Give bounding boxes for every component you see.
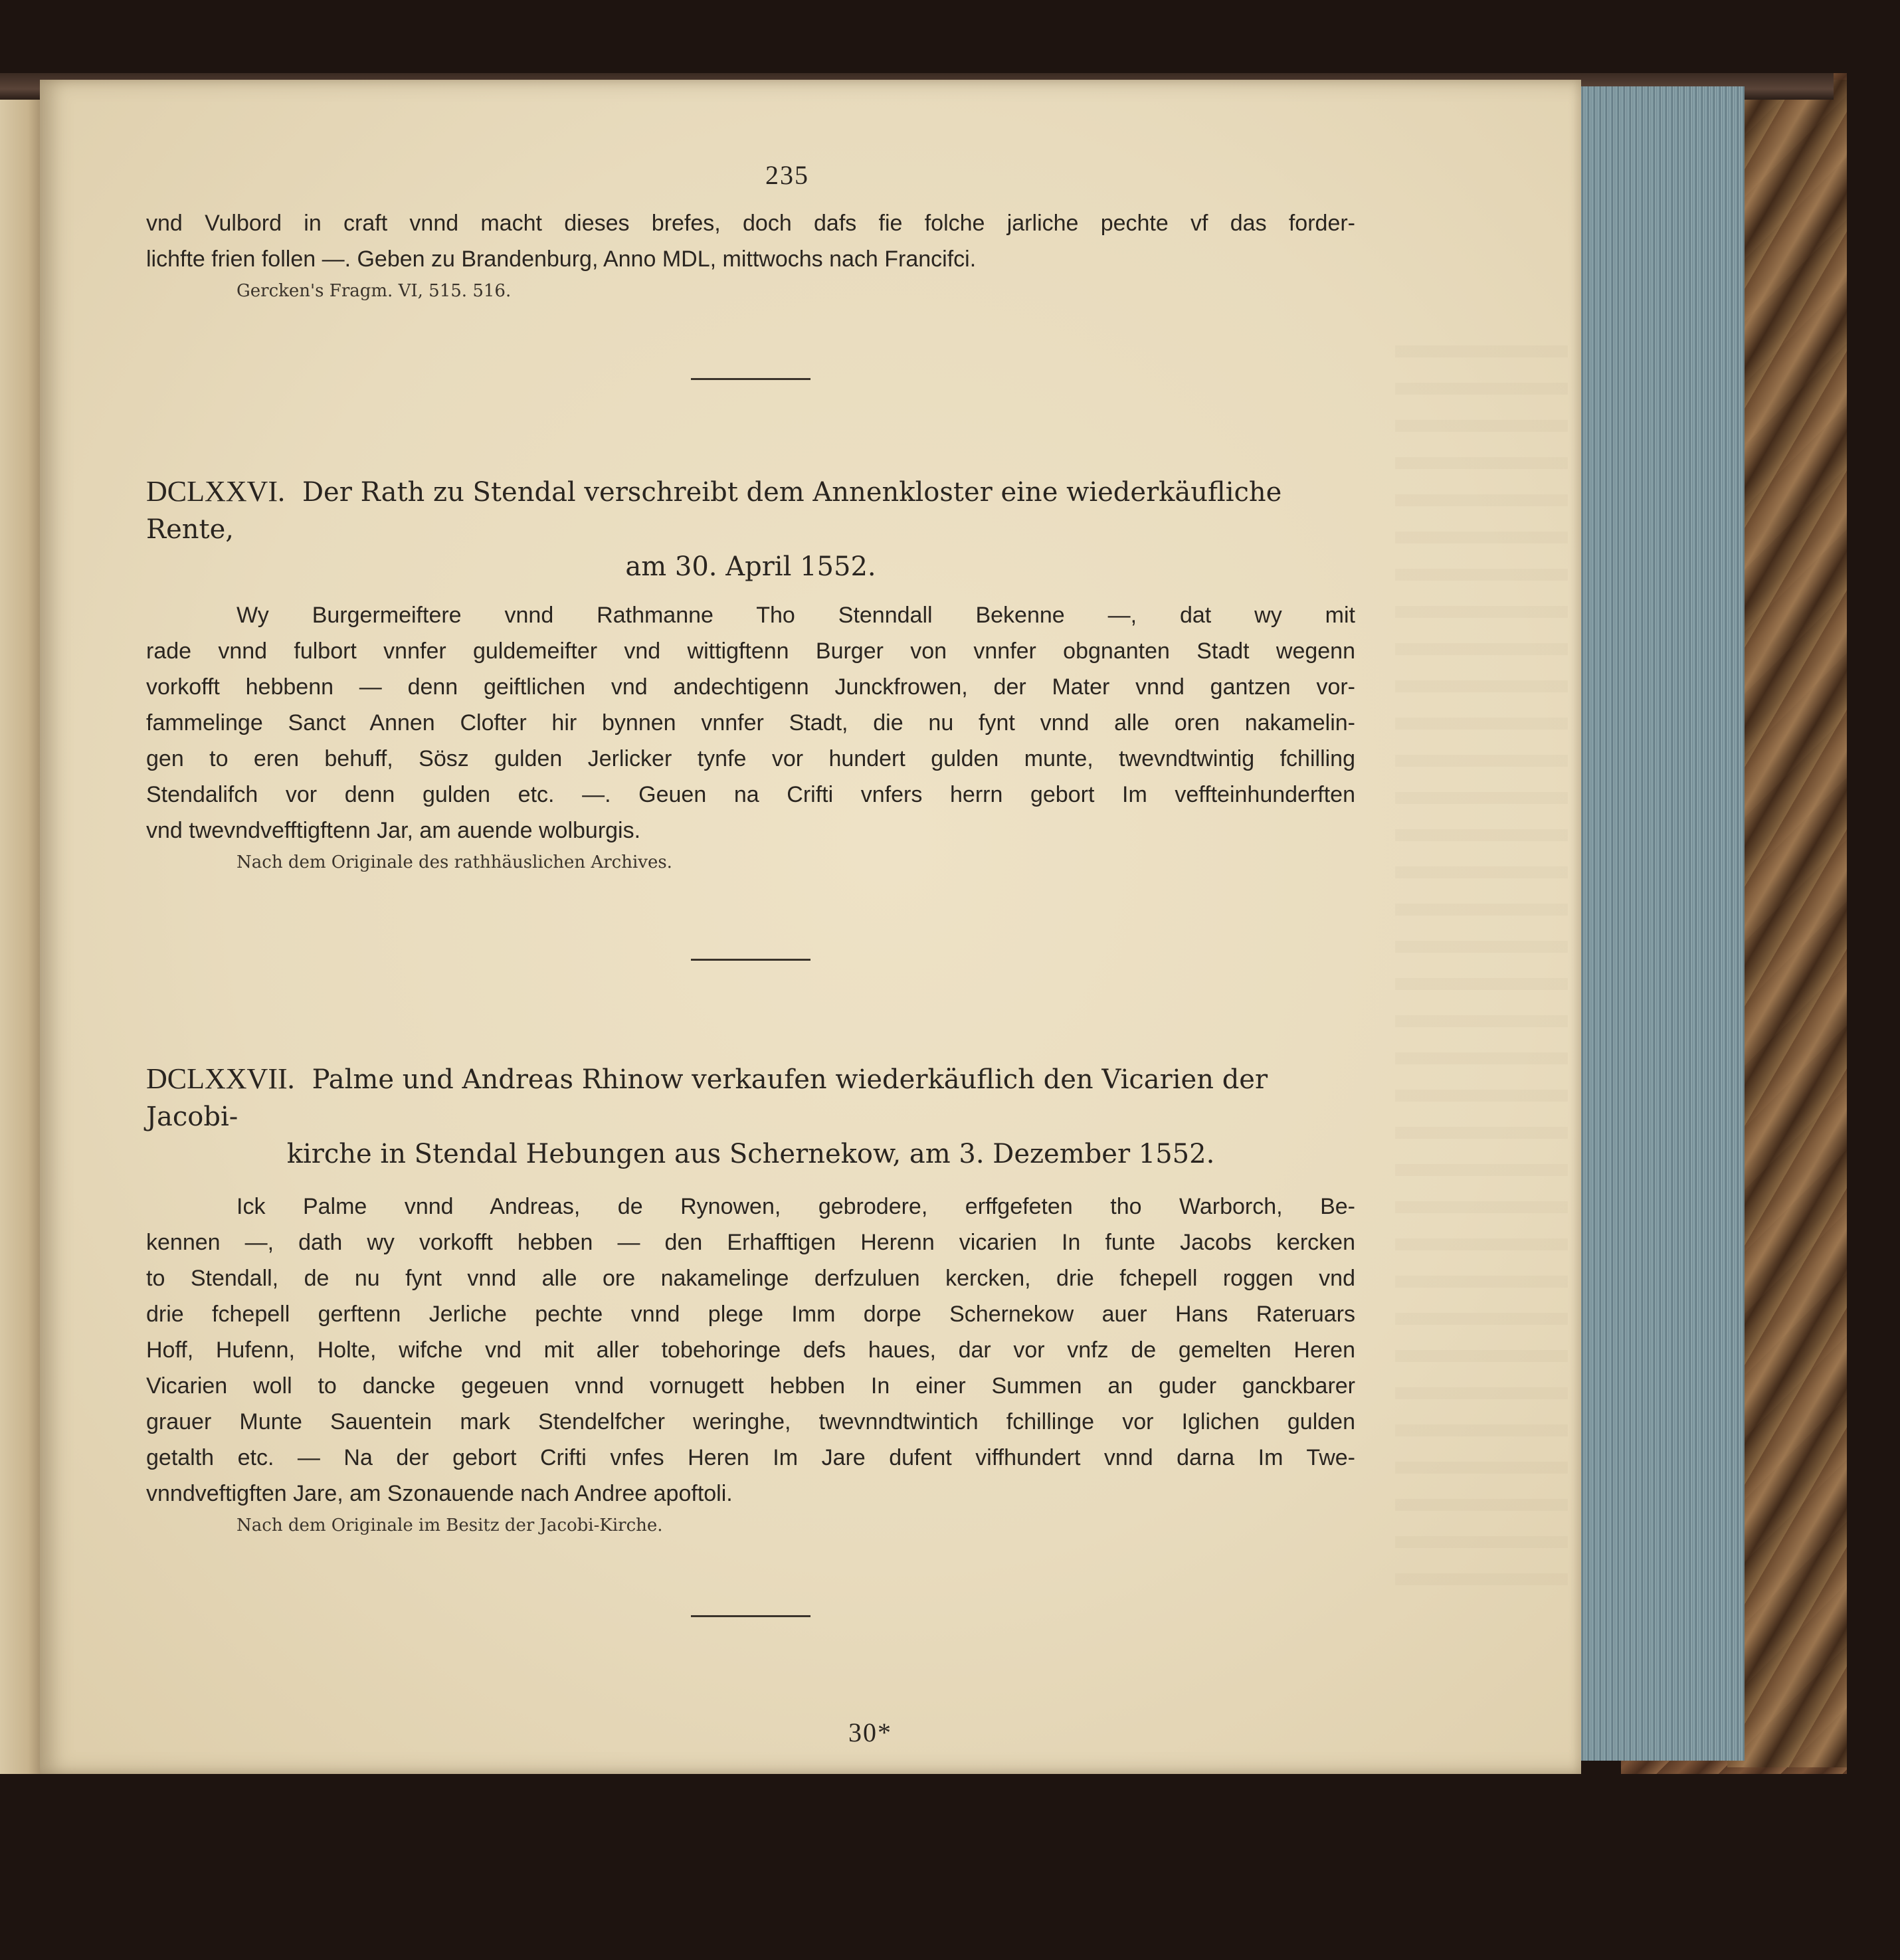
intro-paragraph: [146, 205, 1355, 277]
source-citation: Nach dem Originale des rathhäuslichen Archives.: [237, 852, 672, 872]
text-line: Ick Palme vnnd Andreas, de Rynowen, gebrodere, erffgefeten tho Warborch, Be-: [237, 1194, 1355, 1219]
document-heading: [146, 473, 1355, 585]
text-line: Hoff, Hufenn, Holte, wifche vnd mit aller tobehoringe defs haues, dar vor vnfz de gemelten Heren: [146, 1337, 1355, 1363]
text-line: Vicarien woll to dancke gegeuen vnnd vornugett hebben In einer Summen an guder ganckbarer: [146, 1373, 1355, 1399]
marbled-cover-edge: [1727, 80, 1847, 1767]
text-line: vnndveftigften Jare, am Szonauende nach Andree apoftoli.: [146, 1481, 733, 1506]
document-heading: [146, 1060, 1355, 1173]
text-line: getalth etc. — Na der gebort Crifti vnfes Heren Im Jare dufent viffhundert vnnd darna Im Twe-: [146, 1445, 1355, 1470]
text-line: fammelinge Sanct Annen Clofter hir bynnen vnnfer Stadt, die nu fynt vnnd alle oren nakamelin-: [146, 710, 1355, 735]
signature-mark: 30*: [848, 1717, 892, 1747]
source-citation: Gercken's Fragm. VI, 515. 516.: [237, 281, 512, 301]
source-citation: Nach dem Originale im Besitz der Jacobi-Kirche.: [237, 1516, 663, 1535]
document-date: am 30. April 1552.: [625, 551, 876, 582]
text-line: vnd twevndvefftigftenn Jar, am auende wolburgis.: [146, 818, 641, 843]
document-body: [146, 597, 1355, 848]
page-content: [146, 159, 1355, 1763]
text-line: vorkofft hebbenn — denn geiftlichen vnd andechtigenn Junckfrowen, der Mater vnnd gantzen vor-: [146, 674, 1355, 700]
text-line: to Stendall, de nu fynt vnnd alle ore nakamelinge derfzuluen kercken, drie fchepell roggen vnd: [146, 1266, 1355, 1291]
text-line: lichfte frien follen —. Geben zu Brandenburg, Anno MDL, mittwochs nach Francifci.: [146, 246, 977, 272]
text-line: kennen —, dath wy vorkofft hebben — den Erhafftigen Herenn vicarien In funte Jacobs kercken: [146, 1230, 1355, 1255]
text-line: Wy Burgermeiftere vnnd Rathmanne Tho Stenndall Bekenne —, dat wy mit: [237, 603, 1355, 628]
page-number: 235: [765, 160, 809, 190]
text-line: rade vnnd fulbort vnnfer guldemeifter vnd wittigftenn Burger von vnnfer obgnanten Stadt wegenn: [146, 638, 1355, 664]
text-line: gen to eren behuff, Sösz gulden Jerlicker tynfe vor hundert gulden munte, twevndtwintig fchilling: [146, 746, 1355, 771]
document-numeral: DCLXXVII.: [146, 1062, 295, 1095]
document-body: [146, 1189, 1355, 1512]
text-line: Stendalifch vor denn gulden etc. —. Geuen na Crifti vnfers herrn gebort Im veffteinhunderften: [146, 782, 1355, 807]
document-title: Palme und Andreas Rhinow verkaufen wiederkäuflich den Vicarien der Jacobi-: [146, 1064, 1268, 1132]
document-date: kirche in Stendal Hebungen aus Schernekow, am 3. Dezember 1552.: [286, 1139, 1215, 1169]
text-line: vnd Vulbord in craft vnnd macht dieses brefes, doch dafs fie folche jarliche pechte vf das forder-: [146, 211, 1355, 236]
page-edge-stack: [1574, 86, 1745, 1761]
bleed-through-texture: [1395, 345, 1568, 1608]
document-numeral: DCLXXVI.: [146, 475, 285, 508]
text-line: drie fchepell gerftenn Jerliche pechte vnnd plege Imm dorpe Schernekow auer Hans Rateruars: [146, 1302, 1355, 1327]
document-title: Der Rath zu Stendal verschreibt dem Annenkloster eine wiederkäufliche Rente,: [146, 477, 1282, 545]
text-line: grauer Munte Sauentein mark Stendelfcher weringhe, twevnndtwintich fchillinge vor Iglichen gulden: [146, 1409, 1355, 1434]
